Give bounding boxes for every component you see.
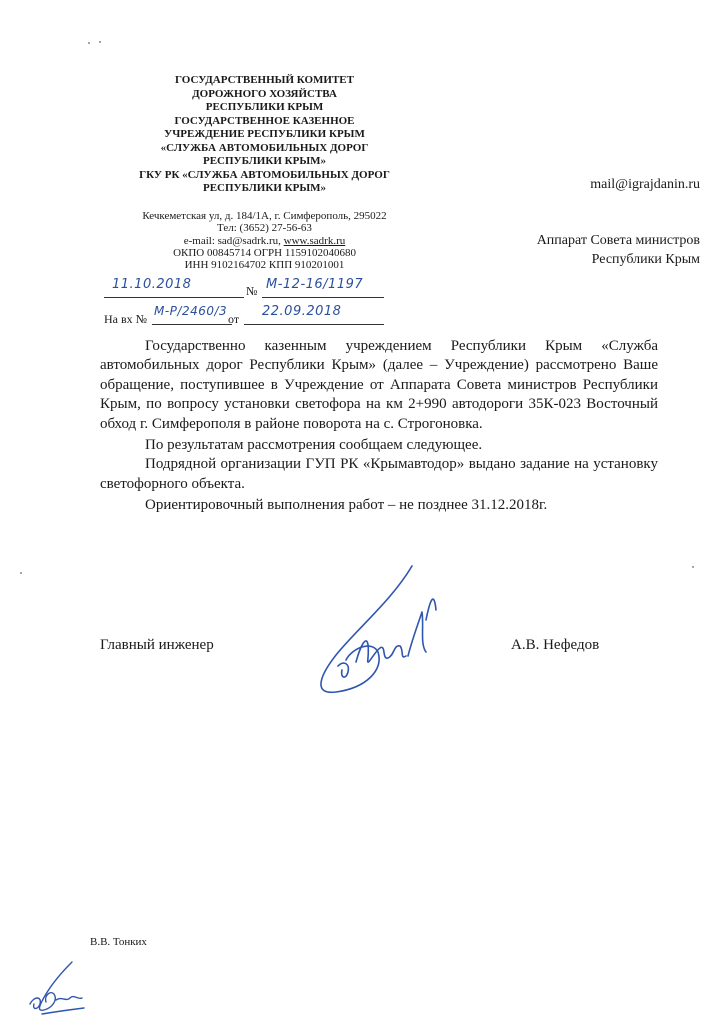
incoming-label: На вх № (104, 312, 148, 326)
org-line: ГОСУДАРСТВЕННОЕ КАЗЕННОЕ (174, 114, 355, 127)
handwritten-signature (296, 560, 456, 700)
scan-speck (20, 572, 22, 574)
org-line: УЧРЕЖДЕНИЕ РЕСПУБЛИКИ КРЫМ (164, 128, 365, 140)
recipient-email: mail@igrajdanin.ru (590, 177, 700, 192)
body-paragraph: Ориентировочный выполнения работ – не позднее 31.12.2018г. (145, 497, 548, 514)
scan-speck (88, 42, 90, 44)
org-line: ГОСУДАРСТВЕННЫЙ КОМИТЕТ (175, 74, 354, 86)
body-paragraph: По результатам рассмотрения сообщаем следующее. (145, 437, 483, 454)
org-line: РЕСПУБЛИКИ КРЫМ» (202, 182, 327, 194)
signatory-title: Главный инженер (100, 637, 214, 653)
outgoing-number: М-12-16/1197 (266, 277, 364, 292)
incoming-number-field (152, 304, 232, 325)
organization-header (92, 74, 437, 196)
email-line (92, 235, 437, 247)
recipient-line-2: Республики Крым (591, 252, 700, 267)
organization-contacts (92, 210, 437, 271)
email-text: e-mail: sad@sadrk.ru, (183, 234, 284, 247)
incoming-date-field (244, 304, 384, 325)
outgoing-date: 11.10.2018 (112, 277, 192, 292)
address: Кечкеметская ул, д. 184/1А, г. Симферополь, 295022 (142, 210, 387, 222)
org-line: РЕСПУБЛИКИ КРЫМ» (202, 155, 327, 167)
from-label: от (228, 312, 240, 326)
scan-speck (692, 566, 694, 568)
body-paragraph: Государственно казенным учреждением Республики Крым «Служба автомобильных дорог Республики Крым» (далее – Учреждение) рассмотрено Ваше обращение, поступившее в Учреждение от Аппарата Совета министров Республики Крым, по вопросу установки светофора на км 2+990 автодороги 35К-023 Восточный обход г. Симферополя в районе поворота на с. Строгоновка. (100, 338, 658, 432)
org-line: «СЛУЖБА АВТОМОБИЛЬНЫХ ДОРОГ (160, 141, 369, 154)
letter-body (100, 337, 658, 516)
executor-initials-scribble (22, 956, 92, 1020)
number-label: № (246, 284, 258, 298)
signatory-name: А.В. Нефедов (511, 637, 600, 653)
executor-name: В.В. Тонких (90, 936, 147, 948)
body-paragraph: Подрядной организации ГУП РК «Крымавтодор» выдано задание на установку светофорного объекта. (100, 456, 658, 492)
recipient-line-1: Аппарат Совета министров (536, 233, 700, 248)
org-line: РЕСПУБЛИКИ КРЫМ (205, 101, 324, 113)
inn-kpp: ИНН 9102164702 КПП 910201001 (184, 259, 345, 272)
incoming-date: 22.09.2018 (262, 304, 342, 319)
org-line: ГКУ РК «СЛУЖБА АВТОМОБИЛЬНЫХ ДОРОГ (139, 168, 390, 181)
phone: Тел: (3652) 27-56-63 (217, 222, 312, 235)
incoming-number: М-Р/2460/3 (154, 304, 228, 318)
org-line: ДОРОЖНОГО ХОЗЯЙСТВА (192, 87, 337, 100)
scan-speck (99, 41, 101, 43)
outgoing-number-field (262, 277, 384, 298)
outgoing-date-field (104, 277, 244, 298)
okpo-ogrn: ОКПО 00845714 ОГРН 1159102040680 (173, 246, 356, 259)
website-link[interactable]: www.sadrk.ru (283, 234, 346, 247)
